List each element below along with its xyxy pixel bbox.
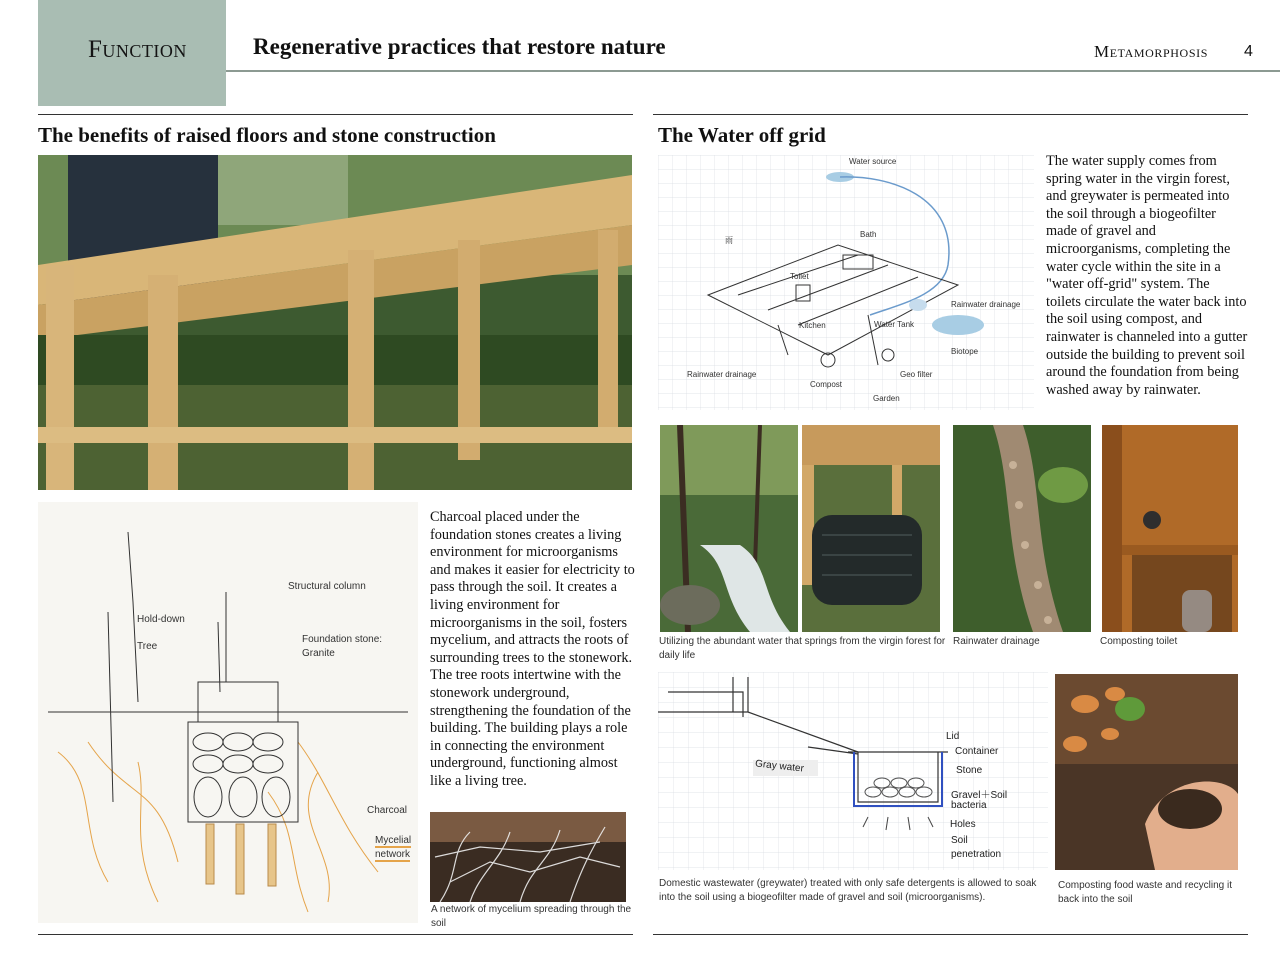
biogeofilter-sketch [658,672,1048,870]
label-geo-filter: Geo filter [900,370,933,379]
label-compost: Compost [810,380,843,389]
section-label: Function [88,36,187,63]
label-container: Container [955,746,999,757]
label-bath: Bath [860,230,877,239]
right-bottom-rule [653,934,1248,935]
raised-floor-photo [38,155,632,490]
composting-toilet-photo [1102,425,1238,632]
label-foundation-stone: Foundation stone: [302,634,383,645]
label-toilet: Toilet [790,272,809,281]
biogeofilter-caption: Domestic wastewater (greywater) treated with only safe detergents is allowed to soak into the soil using a biogeofilter made of gravel and soil (microorganisms). [659,878,1037,903]
left-top-rule [38,114,633,115]
label-tree: Tree [137,641,158,652]
label-stone: Stone [956,765,983,776]
compost-soil-photo [1055,674,1238,870]
label-structural-column: Structural column [288,581,366,592]
right-body-text: The water supply comes from spring water in the virgin forest, and greywater is permeated into the soil through a biogeofilter made of gravel and microorganisms, completing the water cycle within the site in a "water off-grid" system. The toilets circulate the water back into the soil using compost, and rainwater is channeled into a gutter outside the building to prevent soil around the foundation from being washed away by rainwater. [1046,153,1248,398]
toilet-photo-caption: Composting toilet [1100,636,1178,647]
drainage-photo-caption: Rainwater drainage [953,636,1040,647]
page-number: 4 [1244,43,1253,60]
rainwater-drainage-photo [953,425,1091,632]
water-tank-photo [802,425,940,632]
label-soil: Soil [951,835,968,846]
header-rule [226,70,1280,72]
label-network: network [375,849,411,860]
label-garden: Garden [873,394,900,403]
forest-photo-caption: Utilizing the abundant water that springs from the virgin forest for daily life [659,636,946,661]
compost-caption: Composting food waste and recycling it back into the soil [1058,880,1232,905]
label-kitchen: Kitchen [799,321,826,330]
label-rain: 雨 [725,236,733,245]
foundation-sketch [38,502,418,923]
label-mycelial: Mycelial [375,835,412,846]
label-bacteria: bacteria [951,800,987,811]
magazine-name: Metamorphosis [1094,42,1208,61]
right-top-rule [653,114,1248,115]
left-bottom-rule [38,934,633,935]
left-section-heading: The benefits of raised floors and stone construction [38,123,496,147]
label-hold-down: Hold-down [137,614,185,625]
left-body-text: Charcoal placed under the foundation stones creates a living environment for microorganisms and makes it easier for electricity to pass through the soil. It creates a living environment for microorganisms in the soil, fosters mycelium, and attracts the roots of surrounding trees to the stonework. The tree roots intertwine with the stonework underground, strengthening the foundation of the building. The building plays a role in connecting the environment underground, functioning almost like a living tree. [430,509,635,789]
label-holes: Holes [950,819,976,830]
label-rainwater-drainage-right: Rainwater drainage [951,300,1021,309]
label-granite: Granite [302,648,335,659]
forest-stream-photo [660,425,798,632]
label-water-source: Water source [849,157,897,166]
label-rainwater-drainage-left: Rainwater drainage [687,370,757,379]
label-gravel-soil: Gravel＋Soil [951,790,1008,801]
label-biotope: Biotope [951,347,979,356]
mycelium-caption: A network of mycelium spreading through the soil [431,904,632,929]
label-gray-water: Gray water [754,758,805,775]
mycelium-photo [430,812,626,902]
label-charcoal: Charcoal [367,805,408,816]
label-lid: Lid [946,731,960,742]
label-penetration: penetration [951,849,1002,860]
label-water-tank: Water Tank [874,320,915,329]
page-title: Regenerative practices that restore nature [253,34,666,59]
right-section-heading: The Water off grid [658,123,826,147]
